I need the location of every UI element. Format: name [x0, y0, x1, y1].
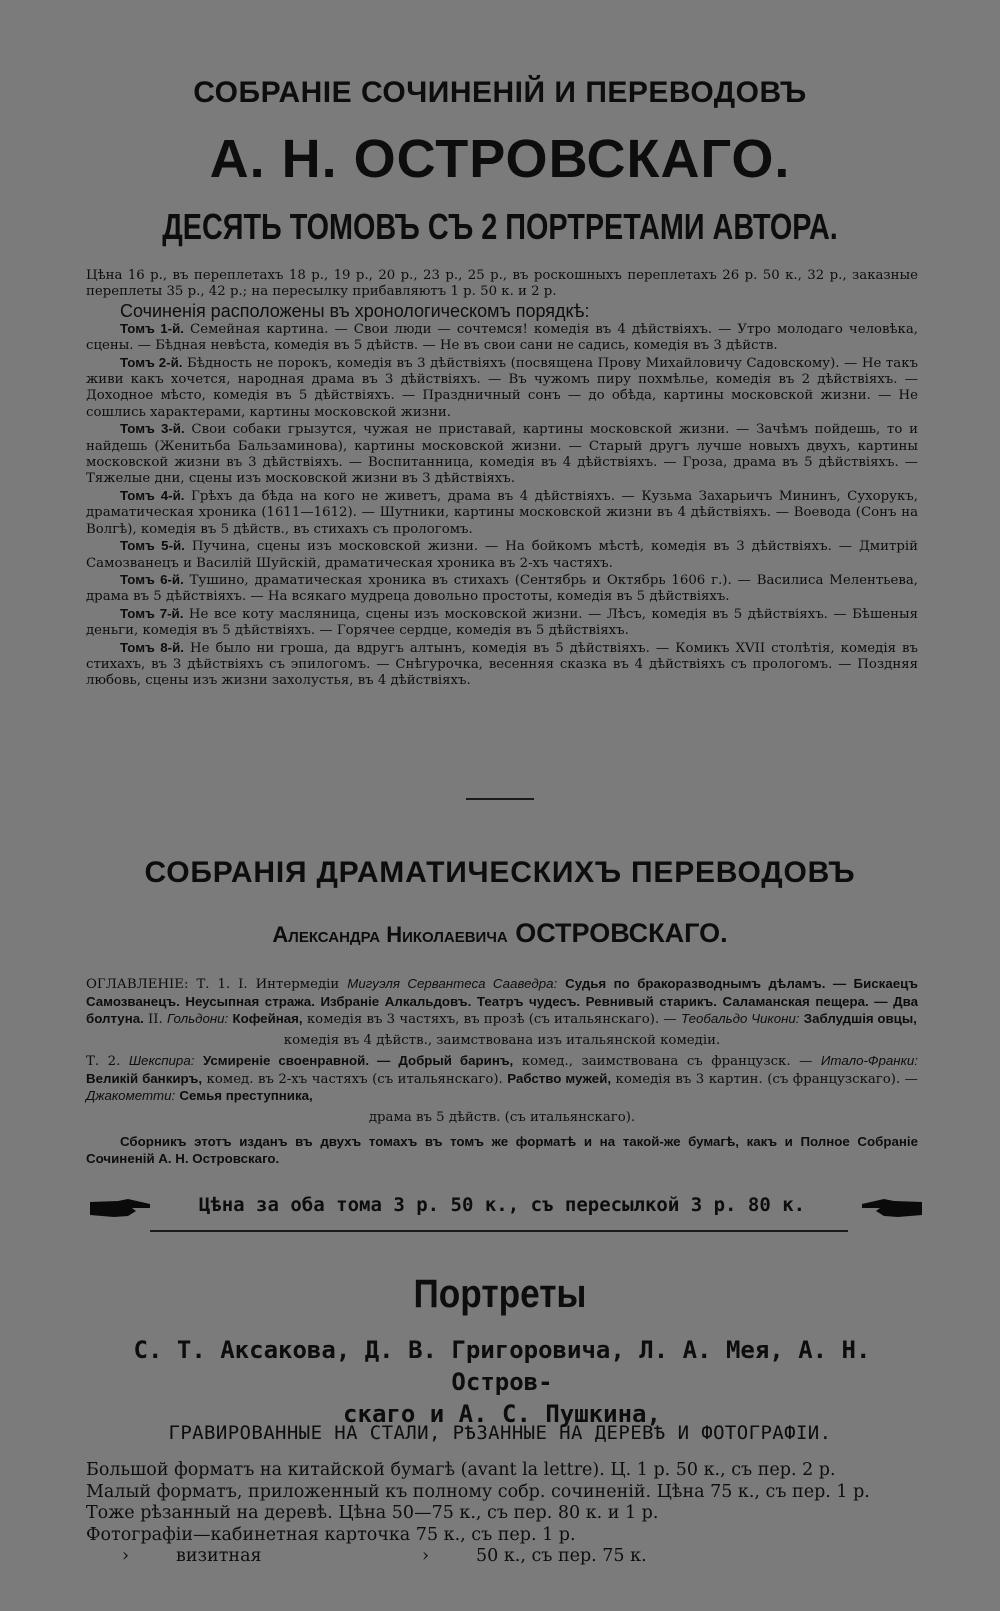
volume-label: Томъ 4-й.	[120, 487, 185, 503]
collected-price: Цѣна 16 р., въ переплетахъ 18 р., 19 р., 20 р., 23 р., 25 р., въ роскошныхъ переплетахъ 26 р. 50 к., 32 р., заказные переплеты 35 р., 42 р.; на пересылку прибавляютъ 1 р. 50 к. и 2 р.	[86, 268, 918, 300]
toc-text: комедія въ 3 картин. (съ французскаго). —	[615, 1071, 918, 1087]
translations-title: СОБРАНІЯ ДРАМАТИЧЕСКИХЪ ПЕРЕВОДОВЪ	[144, 856, 856, 889]
order-note: Сочиненія расположены въ хронологическомъ порядкѣ:	[120, 300, 590, 321]
toc-author: Мигуэля Сервантеса Сааведра:	[347, 976, 558, 991]
toc-works: Великій банкиръ,	[86, 1070, 203, 1086]
portraits-kinds: ГРАВИРОВАННЫЕ НА СТАЛИ, РѢЗАННЫЕ НА ДЕРЕВѢ И ФОТОГРАФІИ.	[168, 1422, 832, 1444]
portraits-names-line: С. Т. Аксакова, Д. В. Григоровича, Л. А. Мея, А. Н. Остров-	[133, 1336, 871, 1396]
portraits-names-line: скаго и А. С. Пушкина,	[343, 1400, 661, 1428]
volume-2	[86, 355, 918, 422]
toc-text: комед., заимствована съ французск. —	[521, 1054, 813, 1069]
volume-5	[86, 538, 918, 572]
pointing-hand-left-icon	[860, 1196, 924, 1220]
portraits-price-list	[86, 1460, 918, 1568]
toc-author: Джакометти:	[86, 1088, 176, 1103]
toc-works: Судья по бракоразводнымъ дѣламъ. — Бискаецъ Самозванецъ. Неусыпная стража. Избраніе Алкальдовъ. Театръ чудесъ. Ревнивый старикъ. Саламанская пещера. — Два болтуна.	[86, 976, 918, 1026]
toc-works: Рабство мужей,	[507, 1070, 612, 1086]
volume-1	[86, 321, 918, 355]
price-underline	[150, 1230, 848, 1232]
author-first-names: Александра Николаевича	[272, 922, 508, 947]
translations-price: Цѣна за оба тома 3 р. 50 к., съ пересылкой 3 р. 80 к.	[198, 1194, 806, 1216]
toc-works: Усмиреніе своенравной. — Добрый баринъ,	[202, 1053, 514, 1068]
toc-text: комед. въ 2-хъ частяхъ (съ итальянскаго).	[206, 1071, 503, 1087]
portraits-names	[86, 1334, 918, 1430]
toc-author: Шекспира:	[128, 1053, 195, 1068]
author-name: А. Н. ОСТРОВСКАГО.	[209, 129, 791, 189]
volume-text: Семейная картина. — Свои люди — сочтемся! комедія въ 4 дѣйствіяхъ. — Утро молодаго человѣка, сцены. — Бѣдная невѣста, комедія въ 5 дѣйств. — Не въ свои сани не садись, комедія въ 3 дѣйств.	[86, 321, 918, 354]
volume-text: Не было ни гроша, да вдругъ алтынъ, комедія въ 5 дѣйствіяхъ. — Комикъ XVII столѣтія, комедія въ стихахъ, въ 3 дѣйствіяхъ съ эпилогомъ. — Снѣгурочка, весенняя сказка въ 4 дѣйствіяхъ съ прологомъ. — Поздняя любовь, сцены изъ жизни захолустья, въ 4 дѣйствіяхъ.	[86, 640, 918, 689]
volume-text: Свои собаки грызутся, чужая не приставай, картины московской жизни. — Зачѣмъ пойдешь, то и найдешь (Женитьба Бальзаминова), картины московской жизни. — Старый другъ лучше новыхъ двухъ, картины московской жизни въ 3 дѣйствіяхъ. — Воспитанница, комедія въ 4 дѣйствіяхъ. — Гроза, драма въ 5 дѣйствіяхъ. — Тяжелые дни, сцены изъ московской жизни въ 3 дѣйствіяхъ.	[86, 422, 918, 487]
collection-title: СОБРАНІЕ СОЧИНЕНІЙ И ПЕРЕВОДОВЪ	[193, 76, 807, 109]
price-line	[86, 1546, 918, 1568]
translations-contents	[86, 976, 918, 1171]
volume-text: Тушино, драматическая хроника въ стихахъ (Сентябрь и Октябрь 1606 г.). — Василиса Мелентьева, драма въ 5 дѣйствіяхъ. — На всякаго мудреца довольно простоты, комедія въ 5 дѣйствіяхъ.	[86, 572, 919, 605]
price-line: Фотографіи—кабинетная карточка 75 к., съ пер. 1 р.	[86, 1524, 576, 1545]
volume-label: Томъ 8-й.	[120, 639, 184, 655]
price-line: Тоже рѣзанный на деревѣ. Цѣна 50—75 к., съ пер. 80 к. и 1 р.	[86, 1503, 659, 1523]
volume-label: Томъ 1-й.	[120, 320, 184, 336]
price-line: Большой форматъ на китайской бумагѣ (avant la lettre). Ц. 1 р. 50 к., съ пер. 2 р.	[86, 1460, 836, 1480]
volume-text: Бѣдность не порокъ, комедія въ 3 дѣйствіяхъ (посвящена Прову Михайловичу Садовскому). — Не такъ живи какъ хочется, народная драма въ 3 дѣйствіяхъ. — Въ чужомъ пиру похмѣлье, комедія въ 2 дѣйствіяхъ. — Доходное мѣсто, комедія въ 5 дѣйствіяхъ. — Праздничный сонъ — до обѣда, картины московской жизни. — Не сошлись характерами, картины московской жизни.	[86, 355, 918, 420]
card-type: визитная	[176, 1546, 262, 1566]
volume-3	[86, 421, 918, 488]
toc-works: Кофейная,	[232, 1011, 303, 1026]
volume-text: Грѣхъ да бѣда на кого не живетъ, драма въ 4 дѣйствіяхъ. — Кузьма Захарьичъ Мининъ, Сухорукъ, драматическая хроника (1611—1612). — Шутники, картины московской жизни въ 4 дѣйствіяхъ. — Воевода (Сонъ на Волгѣ), комедія въ 5 дѣйств., въ стихахъ съ прологомъ.	[86, 488, 918, 537]
price-line: Малый форматъ, приложенный къ полному собр. сочиненій. Цѣна 75 к., съ пер. 1 р.	[86, 1481, 870, 1502]
toc-text: Т. 2.	[86, 1054, 121, 1069]
collection-subtitle: ДЕСЯТЬ ТОМОВЪ СЪ 2 ПОРТРЕТАМИ АВТОРА.	[162, 206, 838, 247]
section-divider	[466, 798, 534, 800]
contents-volume-1	[86, 976, 918, 1029]
toc-author: Теобальдо Чикони:	[680, 1011, 800, 1026]
card-price: 50 к., съ пер. 75 к.	[476, 1546, 647, 1566]
volume-label: Томъ 5-й.	[120, 538, 185, 554]
volume-label: Томъ 3-й.	[120, 421, 185, 437]
contents-volume-2	[86, 1053, 918, 1106]
volume-7	[86, 606, 918, 640]
volume-8	[86, 640, 918, 690]
portraits-title: Портреты	[413, 1272, 587, 1316]
volume-6	[86, 572, 918, 606]
edition-note: Сборникъ этотъ изданъ въ двухъ томахъ въ томъ же форматѣ и на такой-же бумагѣ, какъ и Полное Собраніе Сочиненій А. Н. Островскаго.	[86, 1134, 918, 1166]
contents-volume-2-end: драма въ 5 дѣйств. (съ итальянскаго).	[368, 1109, 636, 1125]
volume-text: Пучина, сцены изъ московской жизни. — На бойкомъ мѣстѣ, комедія въ 3 дѣйствіяхъ. — Дмитрій Самозванецъ и Василій Шуйскій, драматическая хроника въ 2-хъ частяхъ.	[86, 539, 918, 571]
translations-author	[0, 918, 1000, 949]
volume-label: Томъ 2-й.	[120, 354, 183, 370]
contents-volume-1-end: комедія въ 4 дѣйств., заимствована изъ итальянской комедіи.	[283, 1032, 721, 1048]
volume-4	[86, 488, 918, 538]
ditto-mark: ›	[422, 1546, 429, 1566]
toc-text: комедія въ 3 частяхъ, въ прозѣ (съ итальянскаго). —	[306, 1012, 677, 1027]
volume-label: Томъ 6-й.	[120, 571, 184, 587]
collected-works-section	[86, 268, 918, 690]
toc-works: Заблудшія овцы,	[803, 1011, 917, 1026]
volume-text: Не все коту масляница, сцены изъ московской жизни. — Лѣсъ, комедія въ 5 дѣйствіяхъ. — Бѣшеныя деньги, комедія въ 5 дѣйствіяхъ. — Горячее сердце, комедія въ 5 дѣйствіяхъ.	[86, 606, 919, 639]
toc-author: Гольдони:	[167, 1011, 229, 1026]
toc-text: II.	[148, 1012, 163, 1027]
author-surname: ОСТРОВСКАГО.	[515, 918, 728, 948]
toc-works: Семья преступника,	[179, 1088, 313, 1103]
ditto-mark: ›	[122, 1546, 129, 1566]
toc-author: Итало-Франки:	[820, 1053, 918, 1068]
toc-text: ОГЛАВЛЕНІЕ: Т. 1. I. Интермедіи	[86, 977, 340, 992]
volume-label: Томъ 7-й.	[120, 605, 184, 621]
